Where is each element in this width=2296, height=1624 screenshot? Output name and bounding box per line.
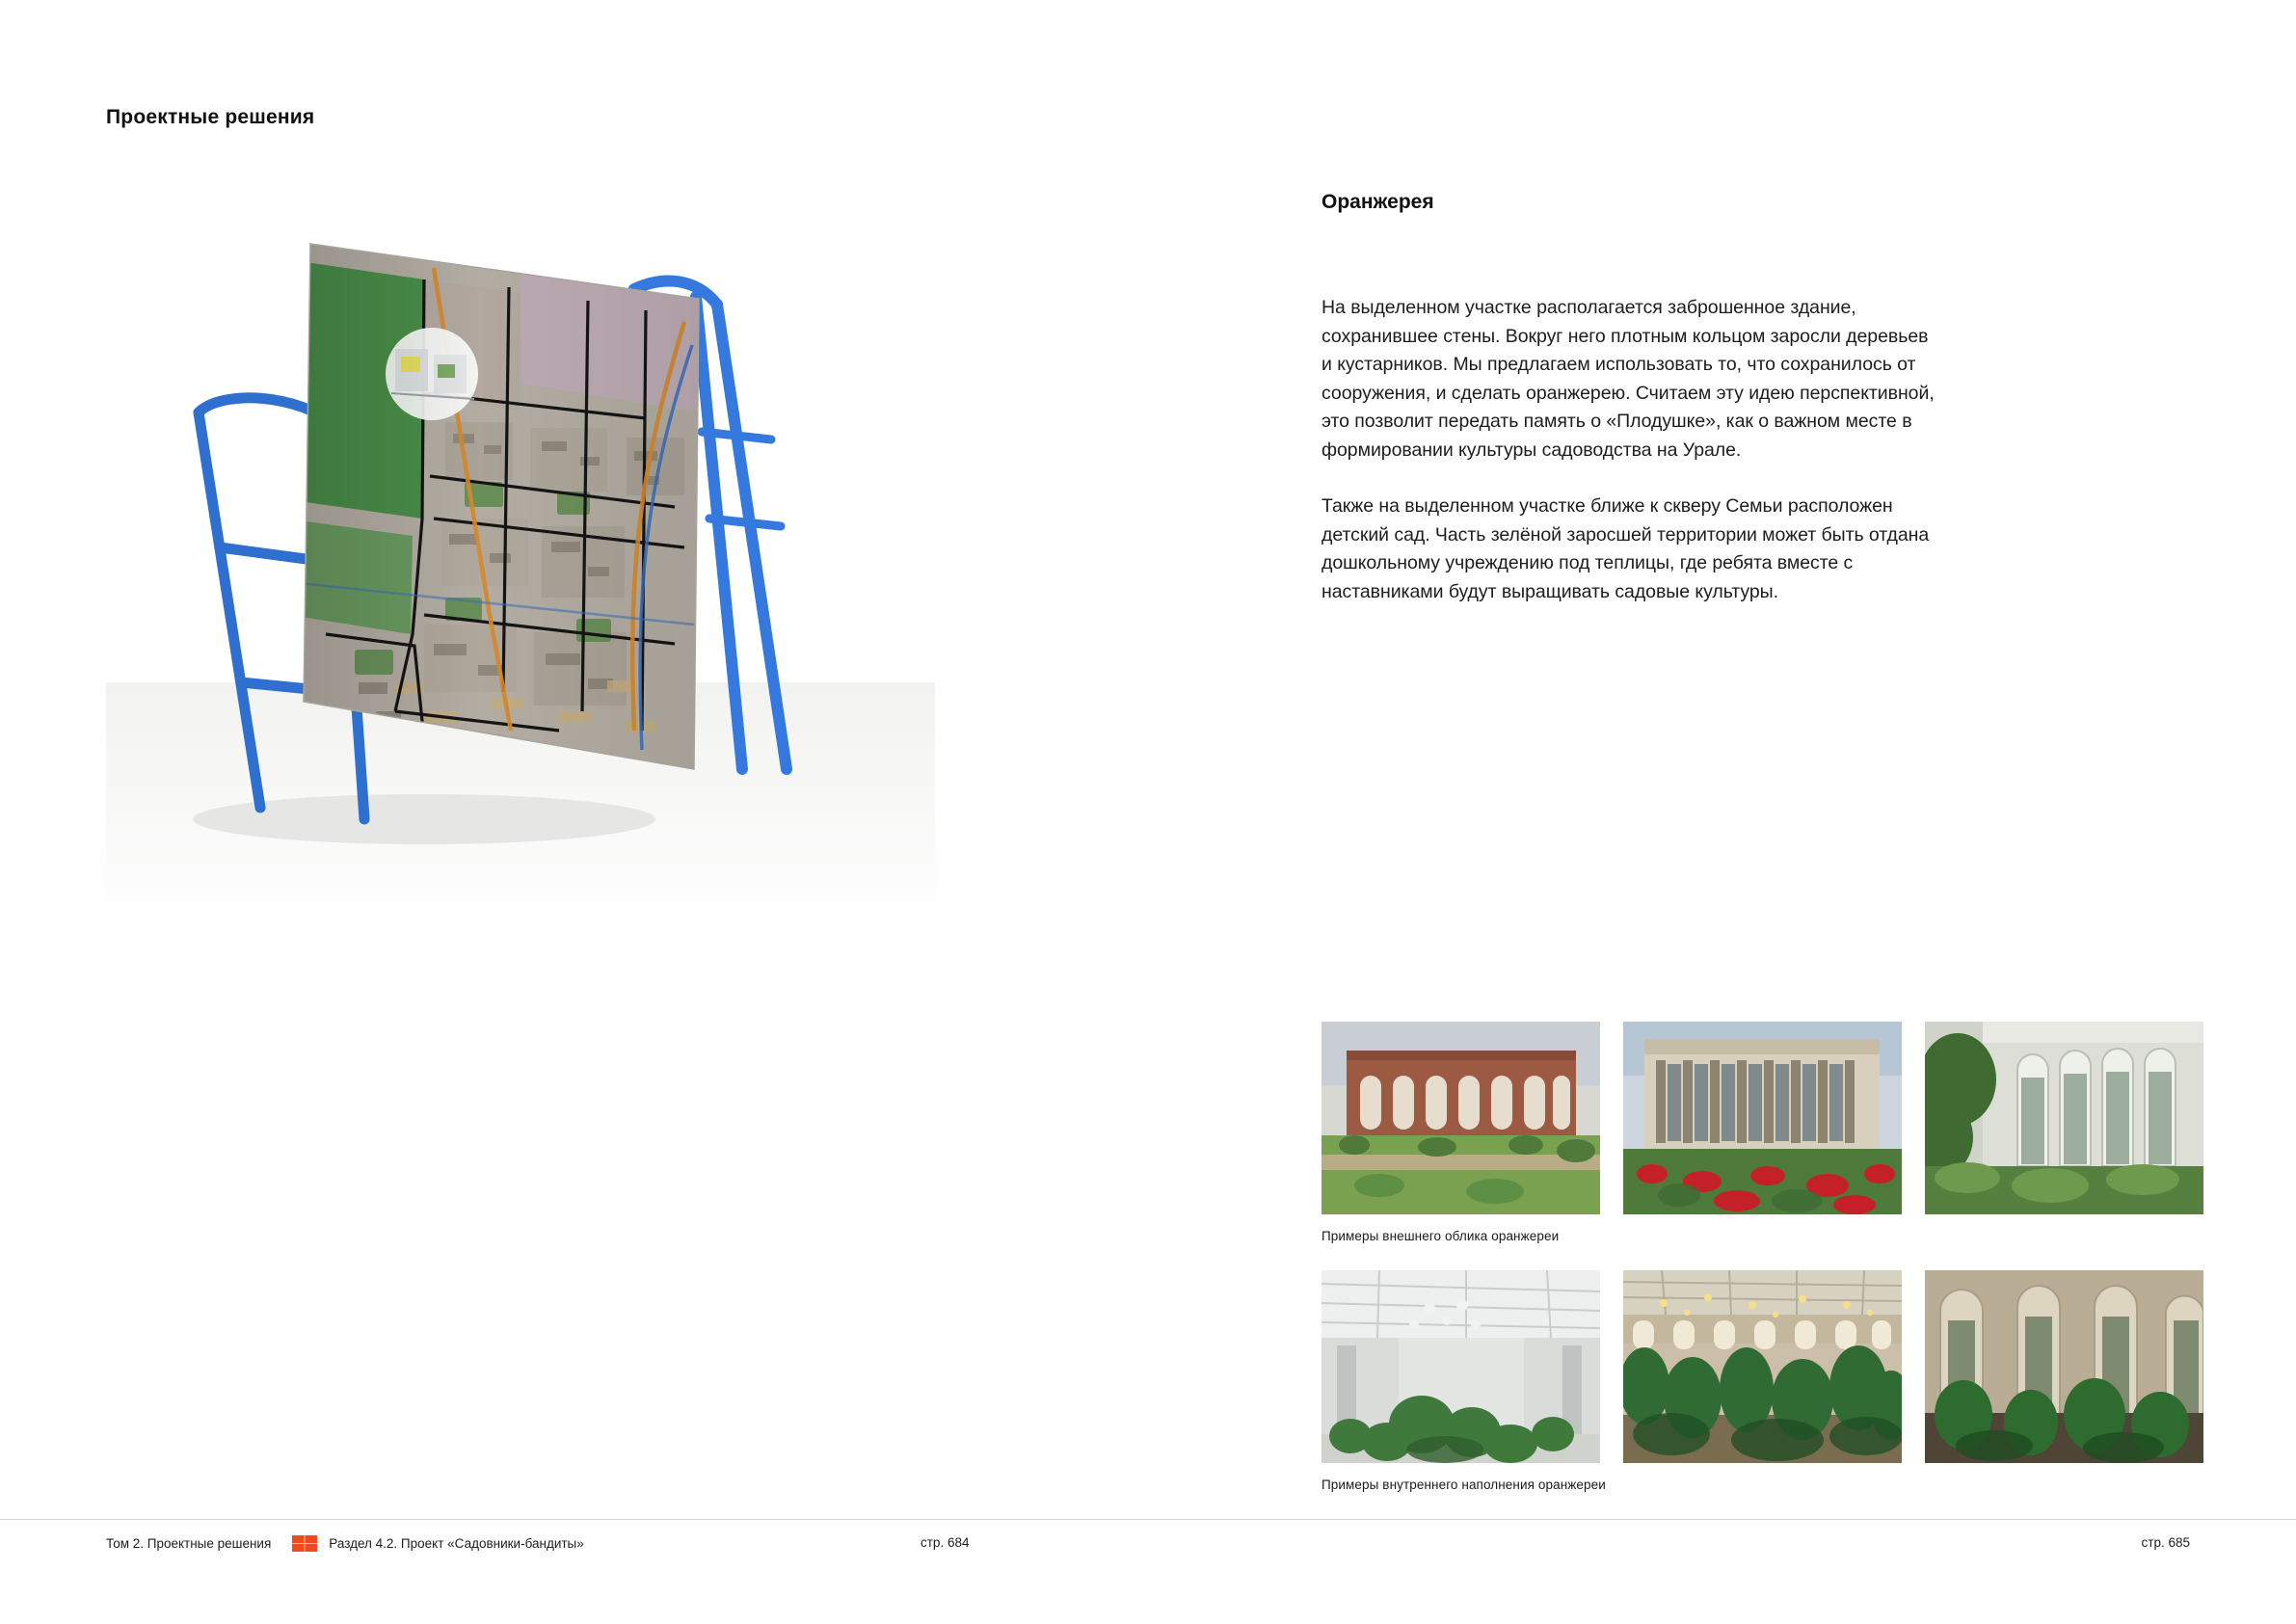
page-number-right: стр. 685 bbox=[2141, 1535, 2190, 1550]
gallery-exterior bbox=[1322, 1022, 2204, 1214]
gallery-interior-caption: Примеры внутреннего наполнения оранжереи bbox=[1322, 1478, 1606, 1492]
brick-logo bbox=[292, 1535, 317, 1552]
paragraph-1: На выделенном участке располагается заброшенное здание, сохранившее стены. Вокруг него плотным кольцом заросли деревьев и кустарников. Мы предлагаем использовать то, что сохранилось от сооружения, и сделать оранжерею. Считаем эту идею перспективной, это позволит передать память о «Плодушке», как о важном месте в формировании культуры садоводства на Урале. bbox=[1322, 297, 1935, 461]
footer-left-group bbox=[106, 1535, 584, 1552]
page-number-left: стр. 684 bbox=[921, 1535, 970, 1550]
gallery-image-interior-1 bbox=[1322, 1270, 1600, 1463]
article-body bbox=[1322, 294, 1938, 634]
gallery-image-interior-3 bbox=[1925, 1270, 2203, 1463]
a-frame-banner-illustration bbox=[106, 229, 935, 933]
gallery-exterior-caption: Примеры внешнего облика оранжереи bbox=[1322, 1229, 1560, 1243]
gallery-image-exterior-3 bbox=[1925, 1022, 2203, 1214]
paragraph-2: Также на выделенном участке ближе к скверу Семьи расположен детский сад. Часть зелёной заросшей территории может быть отдана дошкольному учреждению под теплицы, где ребята вместе с наставниками будут выращивать садовые культуры. bbox=[1322, 495, 1930, 602]
gallery-image-interior-2 bbox=[1623, 1270, 1902, 1463]
page-title: Проектные решения bbox=[106, 106, 315, 128]
spread-gutter bbox=[1148, 0, 1149, 1624]
footer-section: Раздел 4.2. Проект «Садовники-бандиты» bbox=[329, 1536, 584, 1551]
gallery-image-exterior-2 bbox=[1623, 1022, 1902, 1214]
article-title: Оранжерея bbox=[1322, 191, 1434, 213]
footer-volume: Том 2. Проектные решения bbox=[106, 1536, 272, 1551]
gallery-image-exterior-1 bbox=[1322, 1022, 1600, 1214]
gallery-interior bbox=[1322, 1270, 2204, 1463]
